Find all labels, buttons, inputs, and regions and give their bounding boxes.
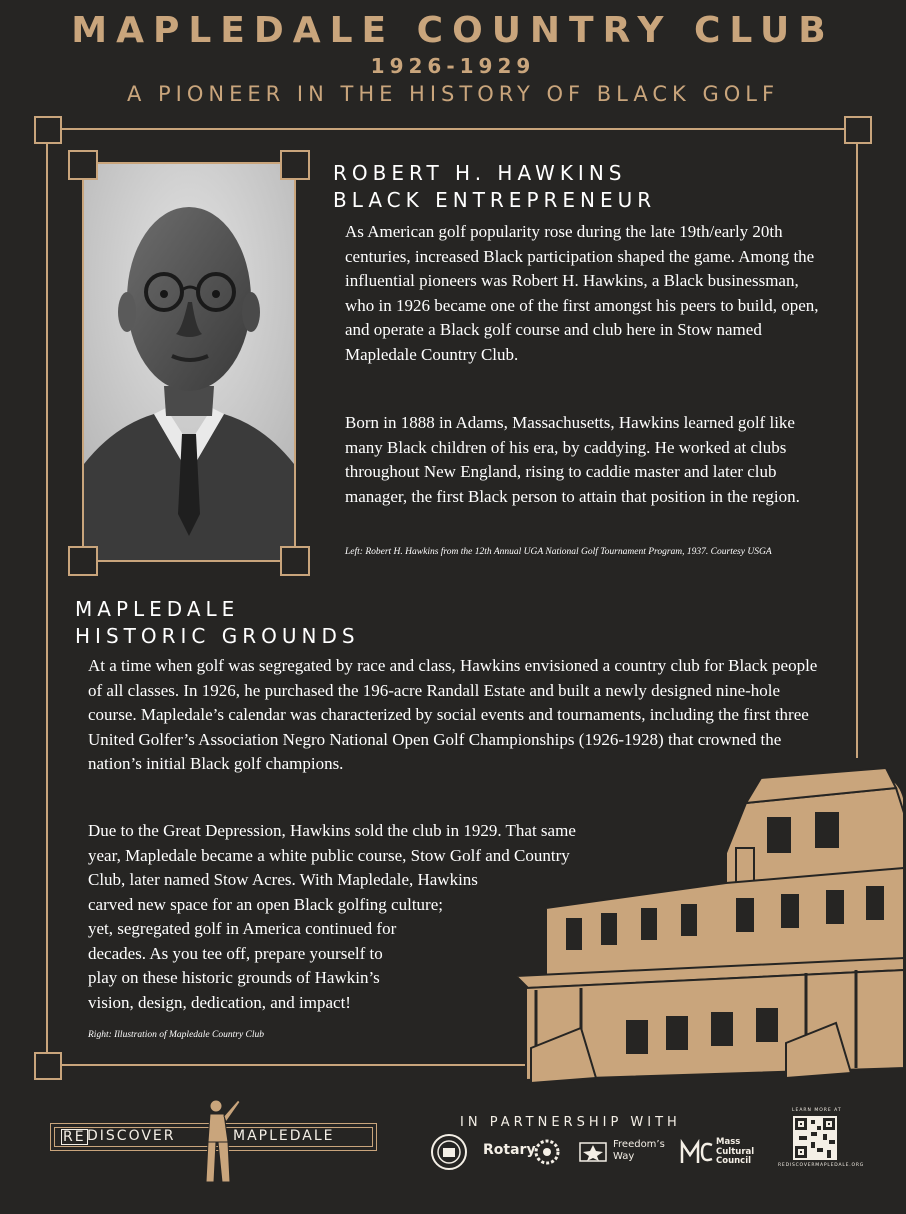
section2-paragraph2-line: vision, design, dedication, and impact! [88,992,351,1012]
section1-heading-line2: BLACK ENTREPRENEUR [333,188,657,212]
section2-heading [75,596,360,650]
section2-paragraph2-line: carved new space for an open Black golfing culture; [88,894,443,914]
website-url[interactable]: REDISCOVERMAPLEDALE.ORG [778,1163,865,1168]
freedoms-way-line1: Freedom’s [613,1139,665,1150]
qr-code-icon[interactable] [793,1116,837,1160]
golfer-icon [196,1096,242,1188]
mcc-line3: Council [716,1156,752,1166]
section2-paragraph1: At a time when golf was segregated by race and class, Hawkins envisioned a country club for Black people of all classes. In 1926, he purchased the 196-acre Randall Estate and built a newly designed nine-hole course. Mapledale’s calendar was characterized by social events and tournaments, including the first three United Golfer’s Association Negro National Open Golf Championships (1926-1928) that crowned the nation’s initial Black golf champions. [88,656,818,773]
poster-tagline: A PIONEER IN THE HISTORY OF BLACK GOLF [126,82,780,106]
outer-frame-top [46,128,856,130]
portrait-illustration [84,164,294,560]
section1-caption: Left: Robert H. Hawkins from the 12th Annual UGA National Golf Tournament Program, 1937. Courtesy USGA [345,547,772,557]
section2-paragraph2-line: play on these historic grounds of Hawkin’s [88,968,380,987]
poster-years: 1926-1929 [370,54,536,78]
section1-paragraph1: As American golf popularity rose during the late 19th/early 20th centuries, increased Black participation shaped the game. Among the influential pioneers was Robert H. Hawkins, a Black businessman, who in 1926 became one of the first amongst his peers to build, open, and operate a Black golf course and club here in Stow named Mapledale Country Club. [345,222,819,364]
rotary-wheel-icon [534,1139,560,1165]
clubhouse-illustration [506,758,906,1088]
logo-mapledale: MAPLEDALE [233,1128,335,1144]
frame-corner-top-left [34,116,62,144]
learn-more-label: LEARN MORE AT [792,1108,842,1113]
freedoms-way-line2: Way [613,1151,635,1162]
photo-corner-bottom-right [280,546,310,576]
town-seal-icon [430,1133,468,1171]
section1-heading [333,160,656,214]
mass-cultural-council-icon [680,1139,714,1165]
section2-heading-line1: MAPLEDALE [75,597,240,621]
section1-heading-line1: ROBERT H. HAWKINS [333,161,627,185]
photo-corner-bottom-left [68,546,98,576]
section2-paragraph2-line: decades. As you tee off, prepare yourself to [88,943,383,963]
photo-corner-top-left [68,150,98,180]
section2-heading-line2: HISTORIC GROUNDS [75,624,360,648]
mcc-line1: Mass [716,1137,741,1147]
frame-corner-top-right [844,116,872,144]
freedoms-way-star-icon [578,1139,608,1165]
section2-paragraph2-line: Club, later named Stow Acres. With Mapledale, Hawkins [88,870,478,889]
freedoms-way-label [613,1139,665,1163]
logo-discover: DISCOVER [87,1128,176,1144]
frame-corner-bottom-left [34,1052,62,1080]
outer-frame-right [856,128,858,758]
outer-frame-bottom [46,1064,536,1066]
poster-title: MAPLEDALE COUNTRY CLUB [71,10,835,51]
section1-paragraph2: Born in 1888 in Adams, Massachusetts, Hawkins learned golf like many Black children of his era, by caddying. He worked at clubs throughout New England, rising to caddie master and later club manager, the first Black person to attain that position in the region. [345,413,800,506]
partnership-label: IN PARTNERSHIP WITH [460,1115,681,1130]
section2-paragraph2-line: year, Mapledale became a white public course, Stow Golf and Country [88,845,570,865]
section2-paragraph2-line: Due to the Great Depression, Hawkins sold the club in 1929. That same [88,821,576,840]
section2-paragraph2-line: yet, segregated golf in America continued for [88,919,397,938]
portrait-photo [82,162,296,562]
mcc-line2: Cultural [716,1146,755,1157]
section2-caption: Right: Illustration of Mapledale Country Club [88,1030,265,1040]
rotary-label: Rotary [483,1142,536,1158]
logo-re: RE [63,1129,86,1145]
photo-corner-top-right [280,150,310,180]
mass-cultural-council-label [716,1138,754,1167]
